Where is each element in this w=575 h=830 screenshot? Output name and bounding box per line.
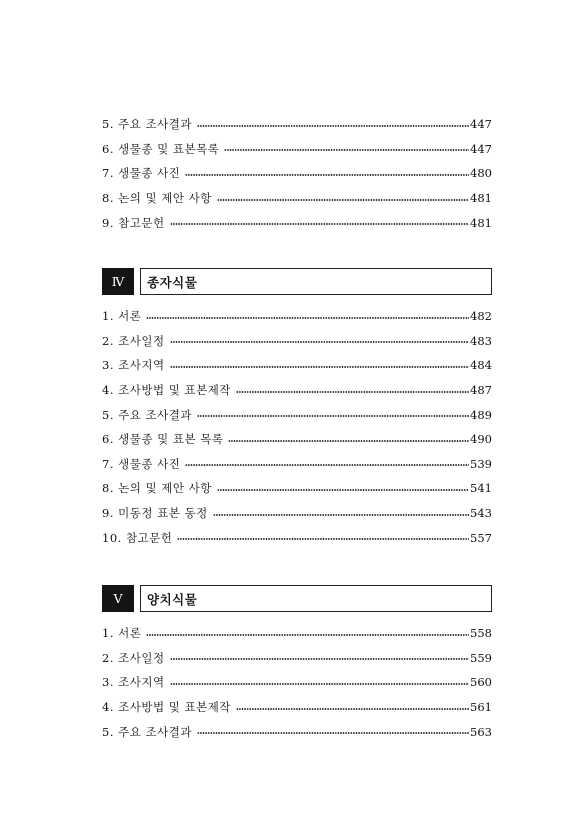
toc-entry-page: 484: [470, 358, 492, 373]
toc-entry-label: 10. 참고문헌: [102, 530, 173, 545]
toc-entry[interactable]: [102, 329, 492, 354]
toc-entry-page: 541: [470, 481, 492, 496]
toc-entry[interactable]: [102, 719, 492, 744]
dot-leader: [197, 415, 469, 417]
toc-entry[interactable]: [102, 210, 492, 235]
toc-entry[interactable]: [102, 402, 492, 427]
toc-entry-page: 447: [470, 141, 492, 156]
toc-entry-label: 6. 생물종 및 표본 목록: [102, 432, 224, 447]
toc-entry-label: 7. 생물종 사진: [102, 166, 181, 181]
toc-entry-label: 9. 미동정 표본 동정: [102, 506, 208, 521]
toc-entry-label: 2. 조사일정: [102, 650, 165, 665]
toc-entry-label: 4. 조사방법 및 표본제작: [102, 383, 231, 398]
toc-entry-label: 9. 참고문헌: [102, 215, 165, 230]
toc-entry-page: 563: [470, 724, 492, 739]
toc-entry-label: 8. 논의 및 제안 사항: [102, 481, 212, 496]
toc-entry[interactable]: [102, 353, 492, 378]
toc-entry-page: 490: [470, 432, 492, 447]
toc-entry-page: 560: [470, 675, 492, 690]
toc-entry[interactable]: [102, 476, 492, 501]
toc-entry[interactable]: [102, 695, 492, 720]
toc-entry-label: 5. 주요 조사결과: [102, 407, 192, 422]
dot-leader: [177, 538, 469, 540]
toc-entry-label: 2. 조사일정: [102, 333, 165, 348]
toc-entry-page: 481: [470, 215, 492, 230]
toc-entry-page: 561: [470, 700, 492, 715]
toc-entry-label: 5. 주요 조사결과: [102, 117, 192, 132]
toc-entry-page: 543: [470, 506, 492, 521]
dot-leader: [185, 464, 469, 466]
dot-leader: [170, 223, 469, 225]
dot-leader: [185, 174, 469, 176]
dot-leader: [146, 317, 469, 319]
dot-leader: [170, 341, 469, 343]
toc-entry[interactable]: [102, 670, 492, 695]
toc-entry-page: 480: [470, 166, 492, 181]
toc-entry-label: 8. 논의 및 제안 사항: [102, 191, 212, 206]
toc-entry-page: 483: [470, 333, 492, 348]
section-header-v[interactable]: [102, 585, 492, 612]
toc-entry-label: 5. 주요 조사결과: [102, 724, 192, 739]
dot-leader: [146, 634, 469, 636]
toc-entry[interactable]: [102, 646, 492, 671]
toc-entry-page: 487: [470, 383, 492, 398]
toc-entry-page: 558: [470, 626, 492, 641]
dot-leader: [236, 708, 469, 710]
toc-entry[interactable]: [102, 186, 492, 211]
toc-entry-label: 1. 서론: [102, 309, 142, 324]
toc-entry[interactable]: [102, 161, 492, 186]
toc-entry-label: 3. 조사지역: [102, 675, 165, 690]
dot-leader: [197, 732, 469, 734]
toc-entry-page: 482: [470, 309, 492, 324]
dot-leader: [228, 440, 469, 442]
dot-leader: [236, 391, 469, 393]
toc-entry[interactable]: [102, 427, 492, 452]
section-title: 양치식물: [140, 585, 492, 612]
toc-entry[interactable]: [102, 525, 492, 550]
dot-leader: [170, 658, 469, 660]
toc-entry[interactable]: [102, 378, 492, 403]
dot-leader: [217, 199, 469, 201]
section-title: 종자식물: [140, 268, 492, 295]
toc-entry[interactable]: [102, 621, 492, 646]
dot-leader: [217, 489, 469, 491]
toc-entry-page: 559: [470, 650, 492, 665]
toc-entry-label: 6. 생물종 및 표본목록: [102, 141, 220, 156]
toc-entry-label: 1. 서론: [102, 626, 142, 641]
toc-entry-page: 539: [470, 456, 492, 471]
toc-entry[interactable]: [102, 501, 492, 526]
toc-entry-page: 557: [470, 530, 492, 545]
section-number-badge: Ⅳ: [102, 268, 134, 295]
dot-leader: [224, 149, 469, 151]
section-number-badge: Ⅴ: [102, 585, 134, 612]
toc-entry-label: 3. 조사지역: [102, 358, 165, 373]
toc-list-section-iv: [102, 304, 492, 550]
toc-list-section-v: [102, 621, 492, 744]
toc-entry-page: 489: [470, 407, 492, 422]
dot-leader: [213, 514, 469, 516]
toc-entry[interactable]: [102, 452, 492, 477]
dot-leader: [170, 366, 469, 368]
toc-entry[interactable]: [102, 304, 492, 329]
toc-entry-page: 447: [470, 117, 492, 132]
toc-entry[interactable]: [102, 112, 492, 137]
toc-entry-label: 7. 생물종 사진: [102, 456, 181, 471]
dot-leader: [197, 125, 469, 127]
toc-entry-page: 481: [470, 191, 492, 206]
section-header-iv[interactable]: [102, 268, 492, 295]
dot-leader: [170, 683, 469, 685]
toc-entry-label: 4. 조사방법 및 표본제작: [102, 700, 231, 715]
toc-entry[interactable]: [102, 137, 492, 162]
toc-list-continued: [102, 112, 492, 235]
